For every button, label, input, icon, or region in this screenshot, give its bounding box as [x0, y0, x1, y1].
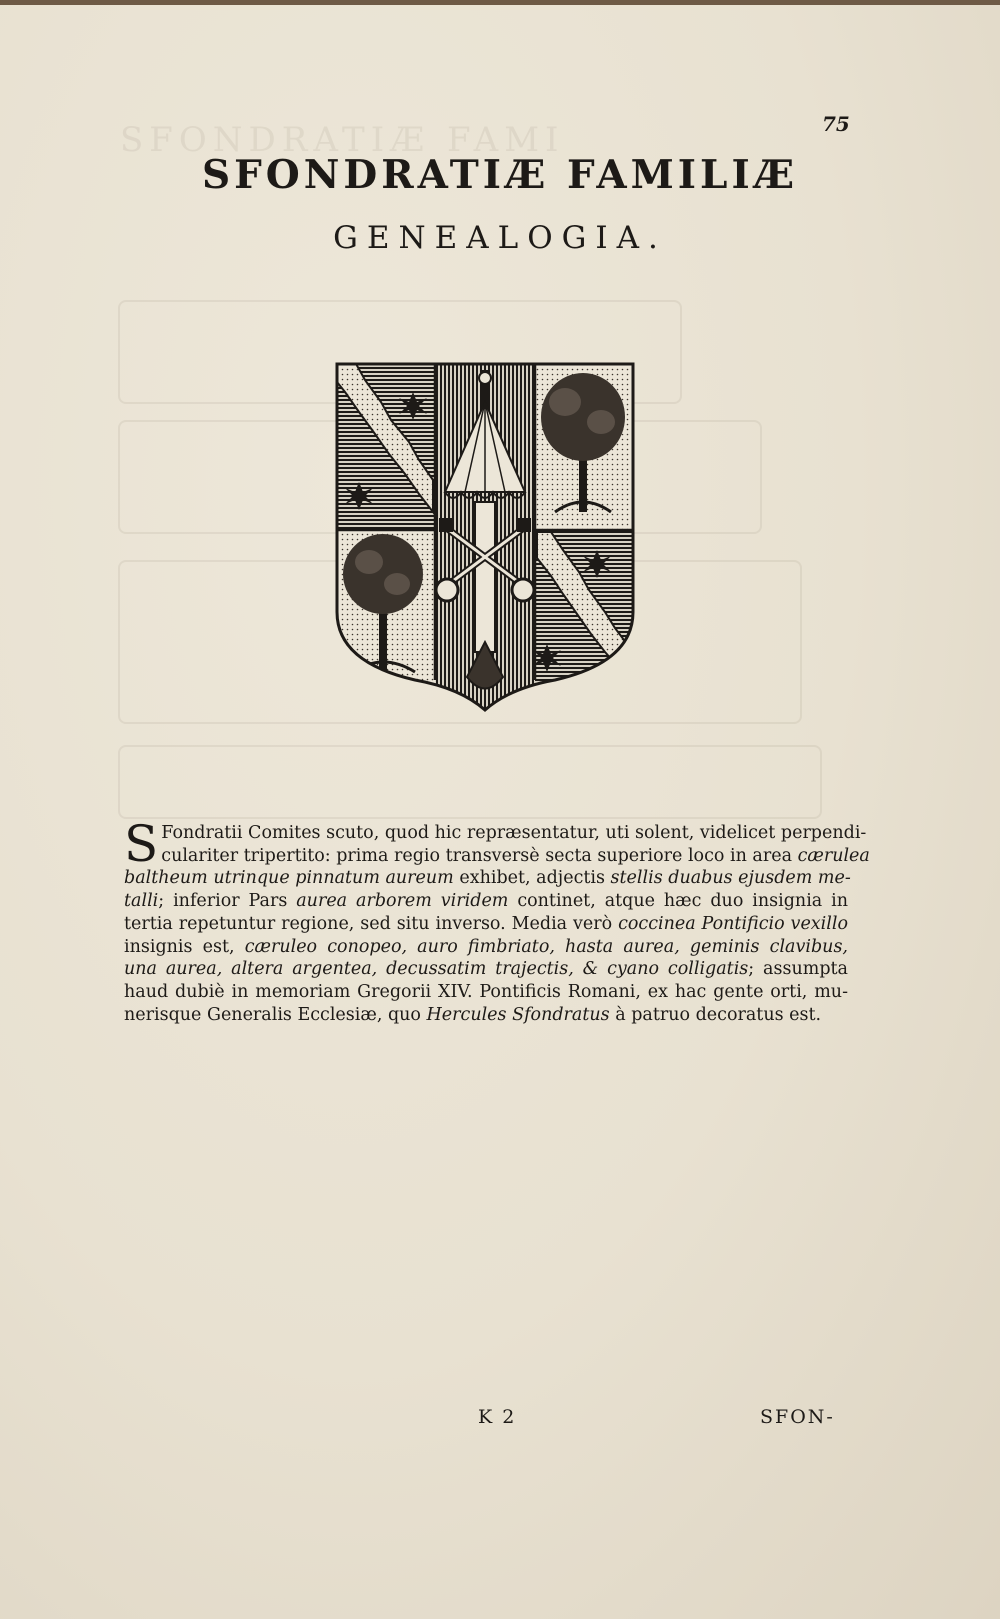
- text-line-9: [124, 1004, 848, 1027]
- text-l8: haud dubiè in memoriam Gregorii XIV. Pontificis Romani, ex hac gente orti, mu-: [124, 981, 848, 1002]
- text-l6a: insignis est,: [124, 936, 245, 957]
- text-l4b: ; inferior Pars: [158, 891, 297, 912]
- text-l4a: talli: [124, 891, 159, 912]
- text-l2-italic: cærulea: [797, 845, 870, 866]
- page-number: 75: [822, 112, 850, 136]
- blazon-description: [124, 815, 870, 1026]
- page-subtitle: GENEALOGIA.: [333, 220, 667, 256]
- text-l5b: coccinea Pontificio vexillo: [618, 913, 848, 934]
- signature-mark: K 2: [478, 1406, 517, 1428]
- text-line-4: [124, 890, 848, 913]
- text-l5a: tertia repetuntur regione, sed situ inverso. Media verò: [124, 913, 619, 934]
- text-l3-italic: baltheum utrinque pinnatum aureum: [124, 868, 454, 889]
- text-line-6: [124, 936, 848, 959]
- text-line-3: [124, 867, 851, 890]
- text-l6b: cæruleo conopeo, auro fimbriato, hasta aurea, geminis clavibus,: [244, 936, 848, 957]
- drop-cap: S: [124, 815, 159, 873]
- page-title: SFONDRATIÆ FAMILIÆ: [201, 152, 799, 198]
- text-line-1: [124, 822, 867, 845]
- text-l7a: una aurea, altera argentea, decussatim trajectis, & cyano colligatis: [124, 959, 749, 980]
- text-l9c: à patruo decoratus est.: [609, 1004, 822, 1025]
- text-line-5: [124, 913, 848, 936]
- text-l4c: aurea arborem viridem: [296, 891, 509, 912]
- text-line-8: [124, 981, 848, 1004]
- catchword: SFON-: [760, 1406, 835, 1428]
- text-l9b: Hercules Sfondratus: [426, 1004, 610, 1025]
- text-l3b: stellis duabus ejusdem me-: [610, 868, 851, 889]
- page-edge: [0, 0, 1000, 5]
- text-l1: Fondratii Comites scuto, quod hic repræsentatur, uti solent, videlicet perpendi-: [161, 823, 867, 843]
- text-line-7: [124, 958, 848, 981]
- text-l9a: nerisque Generalis Ecclesiæ, quo: [124, 1004, 427, 1025]
- show-through-heading: SFONDRATIÆ FAMI: [120, 120, 565, 160]
- text-l7b: ; assumpta: [748, 959, 848, 980]
- text-l3a: exhibet, adjectis: [453, 868, 611, 889]
- text-line-2: [124, 845, 870, 868]
- text-l2: culariter tripertito: prima regio transversè secta superiore loco in area: [161, 845, 798, 866]
- text-l4d: continet, atque hæc duo insignia in: [508, 891, 849, 912]
- show-through-box: [118, 745, 822, 819]
- sfondrati-coat-of-arms-icon: [335, 362, 635, 712]
